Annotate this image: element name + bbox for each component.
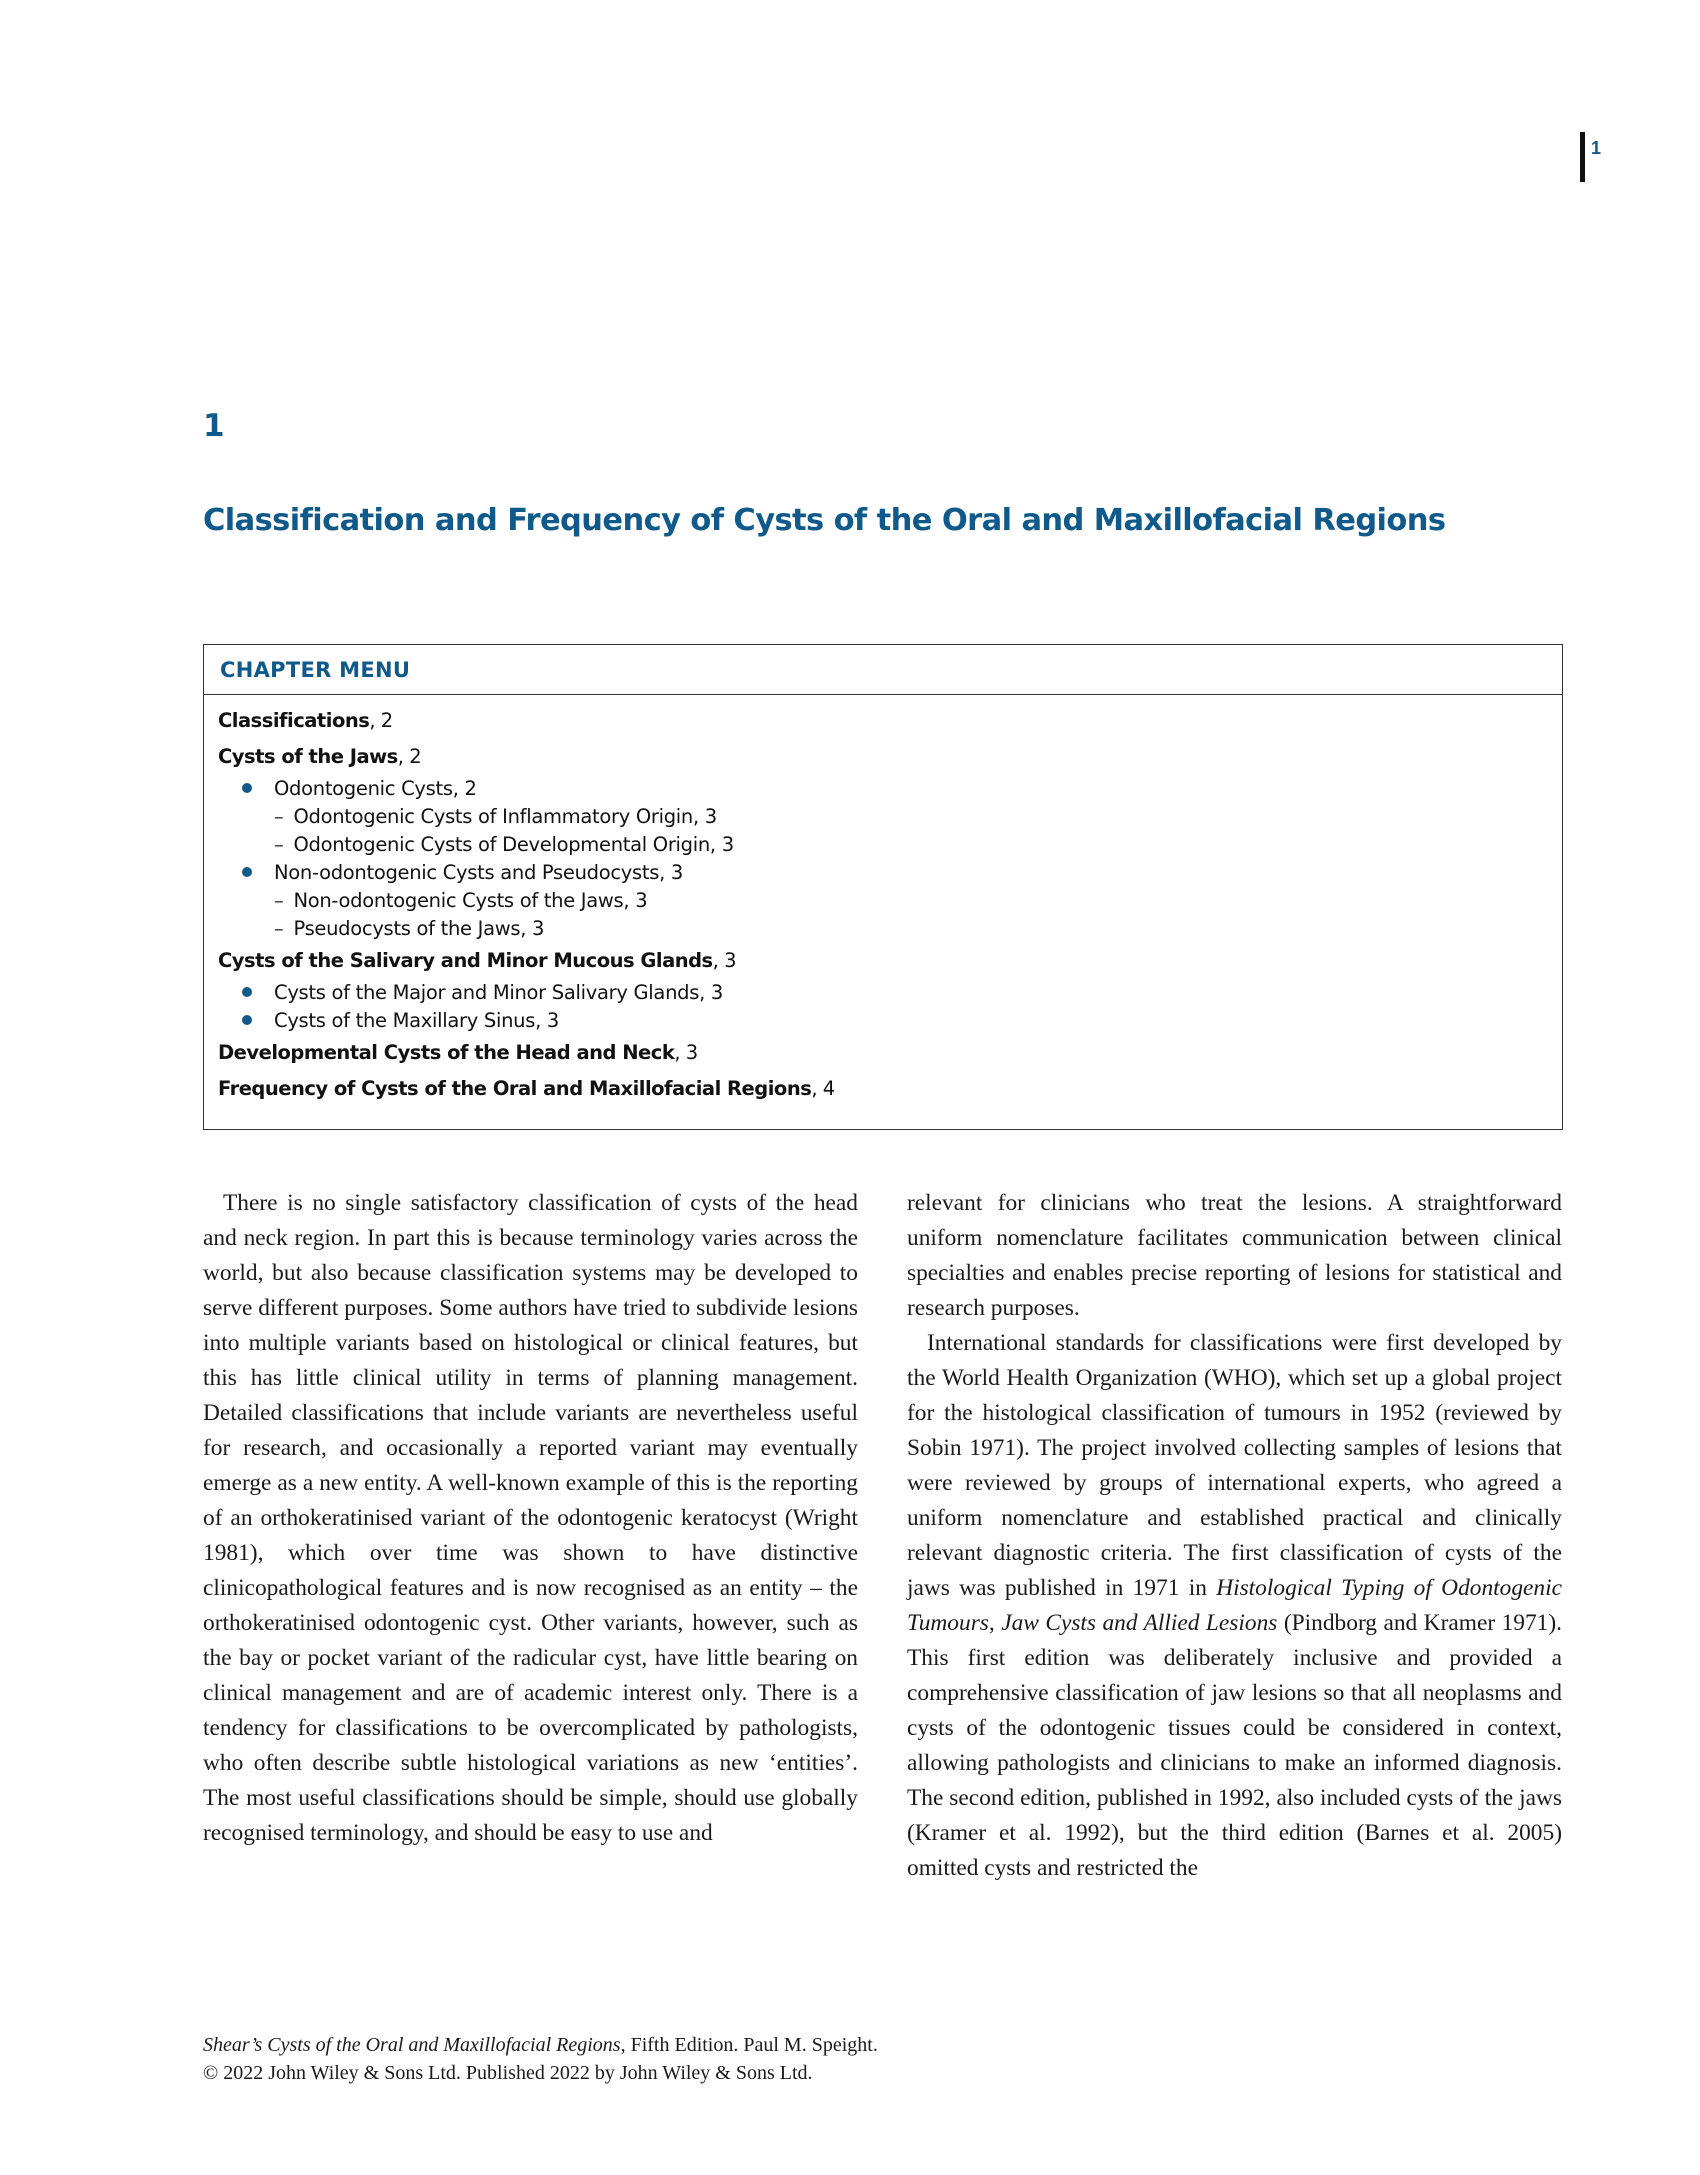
bullet-icon: [242, 1015, 252, 1025]
chapter-menu-item-page: 3: [532, 917, 545, 940]
body-text: International standards for classifications were first developed by the World Health Organization (WHO), which set up a global project for the histological classification of tumours in 1952 (reviewed by Sobin 1971). The project involved collecting samples of lesions that were reviewed by groups of international experts, who agreed a uniform nomenclature and established practical and clinically relevant diagnostic criteria. The first classification of cysts of the jaws was published in 1971 in: [907, 1330, 1562, 1601]
body-paragraph: There is no single satisfactory classification of cysts of the head and neck region. In part this is because terminology varies across the world, but also because classification systems may be developed to serve different purposes. Some authors have tried to subdivide lesions into multiple variants based on histological or clinical features, but this has little clinical utility in terms of planning management. Detailed classifications that include variants are nevertheless useful for research, and occasionally a reported variant may eventually emerge as a new entity. A well-known example of this is the reporting of an orthokeratinised variant of the odontogenic keratocyst (Wright 1981), which over time was shown to have distinctive clinicopathological features and is now recognised as an entity – the orthokeratinised odontogenic cyst. Other variants, however, such as the bay or pocket variant of the radicular cyst, have little bearing on clinical management and are of academic interest only. There is a tendency for classifications to be overcomplicated by pathologists, who often describe subtle histological variations as new ‘entities’. The most useful classifications should be simple, should use globally recognised terminology, and should be easy to use and: [203, 1190, 858, 1846]
chapter-menu-item[interactable]: [218, 979, 1562, 1007]
chapter-menu-item-label: Odontogenic Cysts of Developmental Origin: [293, 833, 710, 856]
chapter-menu-item-label: Non-odontogenic Cysts of the Jaws: [293, 889, 624, 912]
chapter-menu-item[interactable]: [218, 775, 1562, 803]
body-column-right: [907, 1186, 1562, 1886]
dash-icon: –: [274, 917, 284, 940]
chapter-menu-item-page: 3: [635, 889, 648, 912]
separator: ,: [452, 777, 465, 800]
separator: ,: [520, 917, 533, 940]
dash-icon: –: [274, 805, 284, 828]
chapter-menu-item-page: 2: [464, 777, 477, 800]
bullet-icon: [242, 987, 252, 997]
chapter-menu-heading: CHAPTER MENU: [220, 657, 411, 682]
header-rule: [1580, 132, 1585, 182]
chapter-menu-item-label: Odontogenic Cysts of Inflammatory Origin: [293, 805, 693, 828]
chapter-menu-list: [204, 695, 1562, 1107]
chapter-menu-item[interactable]: [218, 1035, 1562, 1071]
chapter-menu-item-label: Developmental Cysts of the Head and Neck: [218, 1041, 675, 1064]
separator: ,: [674, 1041, 686, 1064]
footer-citation-line: [203, 2031, 878, 2059]
running-header: [1580, 132, 1601, 182]
chapter-menu-item-page: 4: [822, 1077, 835, 1100]
page-number: 1: [1591, 138, 1602, 158]
separator: ,: [623, 889, 636, 912]
body-text: (Pindborg and Kramer 1971). This first edition was deliberately inclusive and provided a comprehensive classification of jaw lesions so that all neoplasms and cysts of the odontogenic tissues could be considered in context, allowing pathologists and clinicians to make an informed diagnosis. The second edition, published in 1992, also included cysts of the jaws (Kramer et al. 1992), but the third edition (Barnes et al. 2005) omitted cysts and restricted the: [907, 1610, 1562, 1881]
separator: ,: [699, 981, 711, 1004]
chapter-menu-item[interactable]: [218, 803, 1562, 831]
separator: ,: [535, 1009, 547, 1032]
chapter-menu-item-label: Odontogenic Cysts: [274, 777, 453, 800]
dash-icon: –: [274, 889, 284, 912]
chapter-menu-item-page: 3: [710, 981, 723, 1004]
chapter-menu-item-label: Pseudocysts of the Jaws: [293, 917, 521, 940]
separator: ,: [659, 861, 671, 884]
chapter-menu-item-label: Cysts of the Major and Minor Salivary Glands: [274, 981, 700, 1004]
chapter-menu-item-label: Non-odontogenic Cysts and Pseudocysts: [274, 861, 660, 884]
chapter-menu: [203, 644, 1563, 1130]
chapter-menu-item-page: 3: [685, 1041, 698, 1064]
chapter-menu-item[interactable]: [218, 1007, 1562, 1035]
chapter-menu-item-page: 2: [380, 709, 393, 732]
chapter-title: Classification and Frequency of Cysts of the Oral and Maxillofacial Regions: [203, 503, 1446, 538]
chapter-menu-item-page: 3: [546, 1009, 559, 1032]
chapter-menu-item-label: Cysts of the Salivary and Minor Mucous Glands: [218, 949, 713, 972]
footer-book-title: Shear’s Cysts of the Oral and Maxillofacial Regions: [203, 2034, 621, 2056]
chapter-menu-item[interactable]: [218, 943, 1562, 979]
chapter-menu-item[interactable]: [218, 887, 1562, 915]
separator: ,: [811, 1077, 823, 1100]
separator: ,: [369, 709, 381, 732]
chapter-menu-item-page: 3: [704, 805, 717, 828]
chapter-menu-item-label: Frequency of Cysts of the Oral and Maxillofacial Regions: [218, 1077, 812, 1100]
chapter-menu-item-page: 3: [721, 833, 734, 856]
body-column-left: [203, 1186, 858, 1851]
book-title-citation: Histological Typing of Odontogenic Tumours, Jaw Cysts and Allied Lesions: [907, 1575, 1562, 1636]
chapter-number: 1: [203, 408, 225, 444]
footer-edition-author: , Fifth Edition. Paul M. Speight.: [620, 2034, 878, 2056]
bullet-icon: [242, 867, 252, 877]
chapter-menu-item-label: Cysts of the Maxillary Sinus: [274, 1009, 536, 1032]
separator: ,: [709, 833, 722, 856]
separator: ,: [692, 805, 705, 828]
copyright-footer: [203, 2031, 878, 2087]
chapter-menu-item-label: Classifications: [218, 709, 370, 732]
chapter-menu-item[interactable]: [218, 831, 1562, 859]
chapter-menu-item-page: 3: [724, 949, 736, 972]
chapter-menu-item[interactable]: [218, 739, 1562, 775]
body-paragraph: relevant for clinicians who treat the lesions. A straightforward uniform nomenclature facilitates communication between clinical specialties and enables precise reporting of lesions for statistical and research purposes.: [907, 1190, 1562, 1321]
footer-copyright: © 2022 John Wiley & Sons Ltd. Published 2022 by John Wiley & Sons Ltd.: [203, 2062, 813, 2084]
chapter-menu-item[interactable]: [218, 1071, 1562, 1107]
chapter-menu-item-page: 2: [409, 745, 422, 768]
separator: ,: [712, 949, 725, 972]
chapter-menu-header: [204, 645, 1562, 695]
bullet-icon: [242, 783, 252, 793]
dash-icon: –: [274, 833, 284, 856]
body-paragraph: [907, 1326, 1562, 1886]
chapter-menu-item[interactable]: [218, 703, 1562, 739]
chapter-menu-item-label: Cysts of the Jaws: [218, 745, 398, 768]
separator: ,: [397, 745, 410, 768]
chapter-menu-item[interactable]: [218, 859, 1562, 887]
chapter-menu-item[interactable]: [218, 915, 1562, 943]
chapter-menu-item-page: 3: [670, 861, 684, 884]
